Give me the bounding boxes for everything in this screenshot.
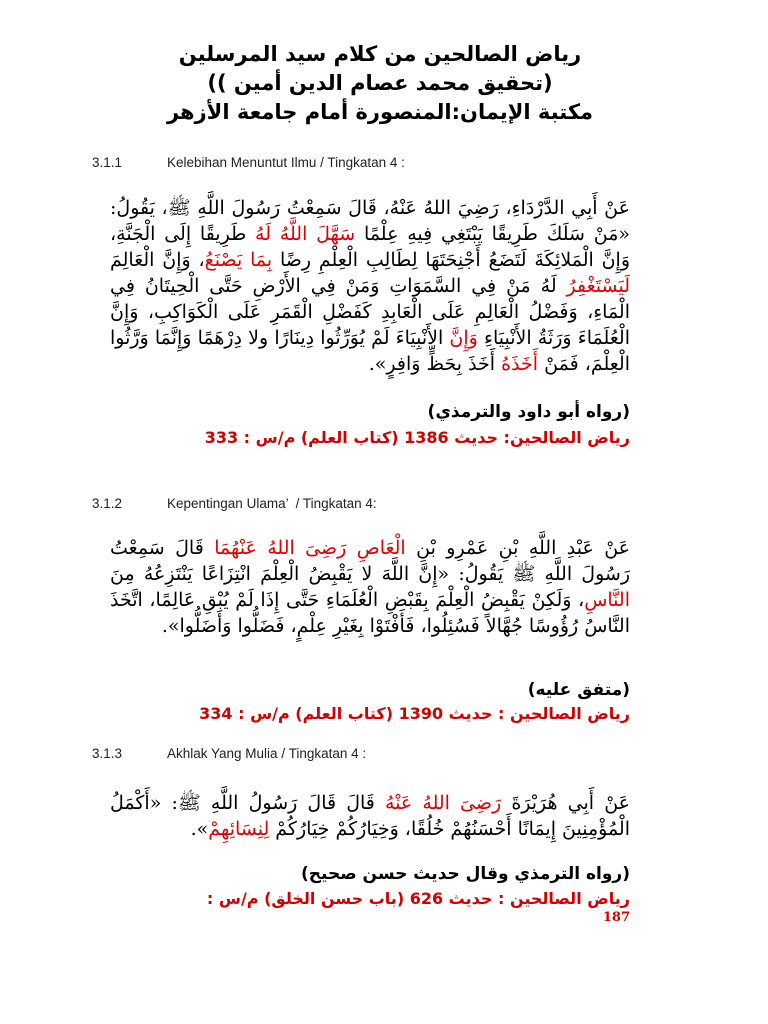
narration: (رواه أبو داود والترمذي): [427, 402, 630, 422]
hadith-text: [110, 195, 630, 377]
hadith-highlight: أَخَذَهُ: [501, 353, 539, 375]
book-publisher: مكتبة الإيمان:المنصورة أمام جامعة الأزهر: [166, 100, 594, 124]
reference: رياض الصالحين : حديث 1390 (كتاب العلم) م/س : 334: [199, 704, 630, 723]
hadith-segment: أَخَذَ بِحَظٍّ وَافِرٍ».: [368, 353, 502, 375]
book-editor: (تحقيق محمد عصام الدين أمين )): [207, 71, 553, 95]
hadith-segment: عَنْ أَبِي هُرَيْرَةَ: [501, 792, 630, 814]
hadith-segment: ، وَلَكِنْ يَقْبِضُ الْعِلْمَ بِقَبْضِ الْعُلَمَاءِ حَتَّى إِذَا لَمْ يُبْقِ عَالِمًا، اتَّخَذَ النَّاسُ رُؤُوسًا جُهَّالاً فَسُئِلُوا، فَأَفْتَوْا بِغَيْرِ عِلْمٍ، فَضَلُّوا وَأَضَلُّوا».: [110, 589, 630, 637]
reference-page: 187: [602, 910, 630, 925]
hadith-highlight: سَهَّلَ اللَّهُ لَهُ: [255, 223, 356, 245]
section-number: 3.1.3: [92, 746, 123, 761]
document-header: [100, 40, 660, 127]
section-title: Akhlak Yang Mulia / Tingkatan 4 :: [167, 746, 367, 761]
narration: (رواه الترمذي وقال حديث حسن صحيح): [300, 864, 630, 884]
hadith-segment: قَالَ سَمِعْتُ رَسُولَ اللَّهِ ﷺ يَقُولُ: «إِنَّ اللَّهَ لا يَقْبِضُ الْعِلْمَ انْتِزَاعًا يَنْتَزِعُهُ مِنَ: [110, 537, 630, 585]
hadith-segment: الأَنْبِيَاءَ لَمْ يُوَرِّثُوا دِينَارًا ولا دِرْهَمًا وَإِنَّمَا وَرَّثُوا الْعِلْمَ، فَمَنْ: [110, 327, 630, 375]
reference: رياض الصالحين: حديث 1386 (كتاب العلم) م/س : 333: [204, 428, 630, 447]
section-title: Kepentingan Ulama’ / Tingkatan 4:: [167, 496, 377, 511]
section-heading: [92, 155, 405, 170]
section-heading: [92, 746, 366, 761]
hadith-segment: قَالَ قَالَ رَسُولُ اللَّهِ ﷺ: «أَكْمَلُ الْمُؤْمِنِينَ إِيمَانًا أَحْسَنُهُمْ خُلُقًا، وَخِيَارُكُمْ خِيَارُكُمْ: [110, 792, 630, 840]
hadith-text: [110, 535, 630, 639]
hadith-highlight: لِنِسَائِهِمْ: [208, 818, 270, 840]
hadith-highlight: النَّاسِ: [584, 589, 630, 611]
hadith-segment: لَهُ مَنْ فِي السَّمَوَاتِ وَمَنْ فِي الأَرْضِ حَتَّى الْحِيتَانُ فِي الْمَاءِ، وَفَضْلُ الْعَالِمِ عَلَى الْعَابِدِ كَفَضْلِ الْقَمَرِ عَلَى الْكَوَاكِبِ، وَإِنَّ الْعُلَمَاءَ وَرَثَةُ الأَنْبِيَاءِ: [110, 275, 630, 349]
hadith-segment: طَرِيقًا إِلَى الْجَنَّةِ، وَإِنَّ الْمَلائِكَةَ لَتَضَعُ أَجْنِحَتَهَا لِطَالِبِ الْعِلْمِ رِضًا: [110, 223, 630, 271]
section-title: Kelebihan Menuntut Ilmu / Tingkatan 4 :: [167, 155, 405, 170]
hadith-text: [110, 790, 630, 842]
reference: رياض الصالحين : حديث 626 (باب حسن الخلق) م/س :: [206, 889, 630, 908]
hadith-segment: ، وَإِنَّ الْعَالِمَ: [110, 249, 205, 271]
hadith-segment: عَنْ عَبْدِ اللَّهِ بْنِ عَمْرِو بْنِ: [405, 537, 631, 559]
hadith-highlight: رَضِىَ اللهُ عَنْهُ: [385, 792, 502, 814]
section-number: 3.1.1: [92, 155, 123, 170]
hadith-highlight: لَيَسْتَغْفِرُ: [566, 275, 630, 297]
hadith-highlight: وَإِنَّ: [449, 327, 478, 349]
section-heading: [92, 496, 377, 511]
book-title: رياض الصالحين من كلام سيد المرسلين: [178, 42, 582, 66]
section-number: 3.1.2: [92, 496, 123, 511]
hadith-segment: عَنْ أَبِي الدَّرْدَاءِ، رَضِيَ اللهُ عَنْهُ، قَالَ سَمِعْتُ رَسُولَ اللَّهِ ﷺ، يَقُولُ: «مَنْ سَلَكَ طَرِيقًا يَبْتَغِي فِيهِ عِلْمًا: [110, 197, 631, 245]
hadith-highlight: الْعَاصِ رَضِىَ اللهُ عَنْهُمَا: [214, 537, 406, 559]
narration: (متفق عليه): [527, 680, 630, 700]
hadith-highlight: بِمَا يَصْنَعُ: [204, 249, 273, 271]
hadith-segment: ».: [190, 818, 209, 840]
